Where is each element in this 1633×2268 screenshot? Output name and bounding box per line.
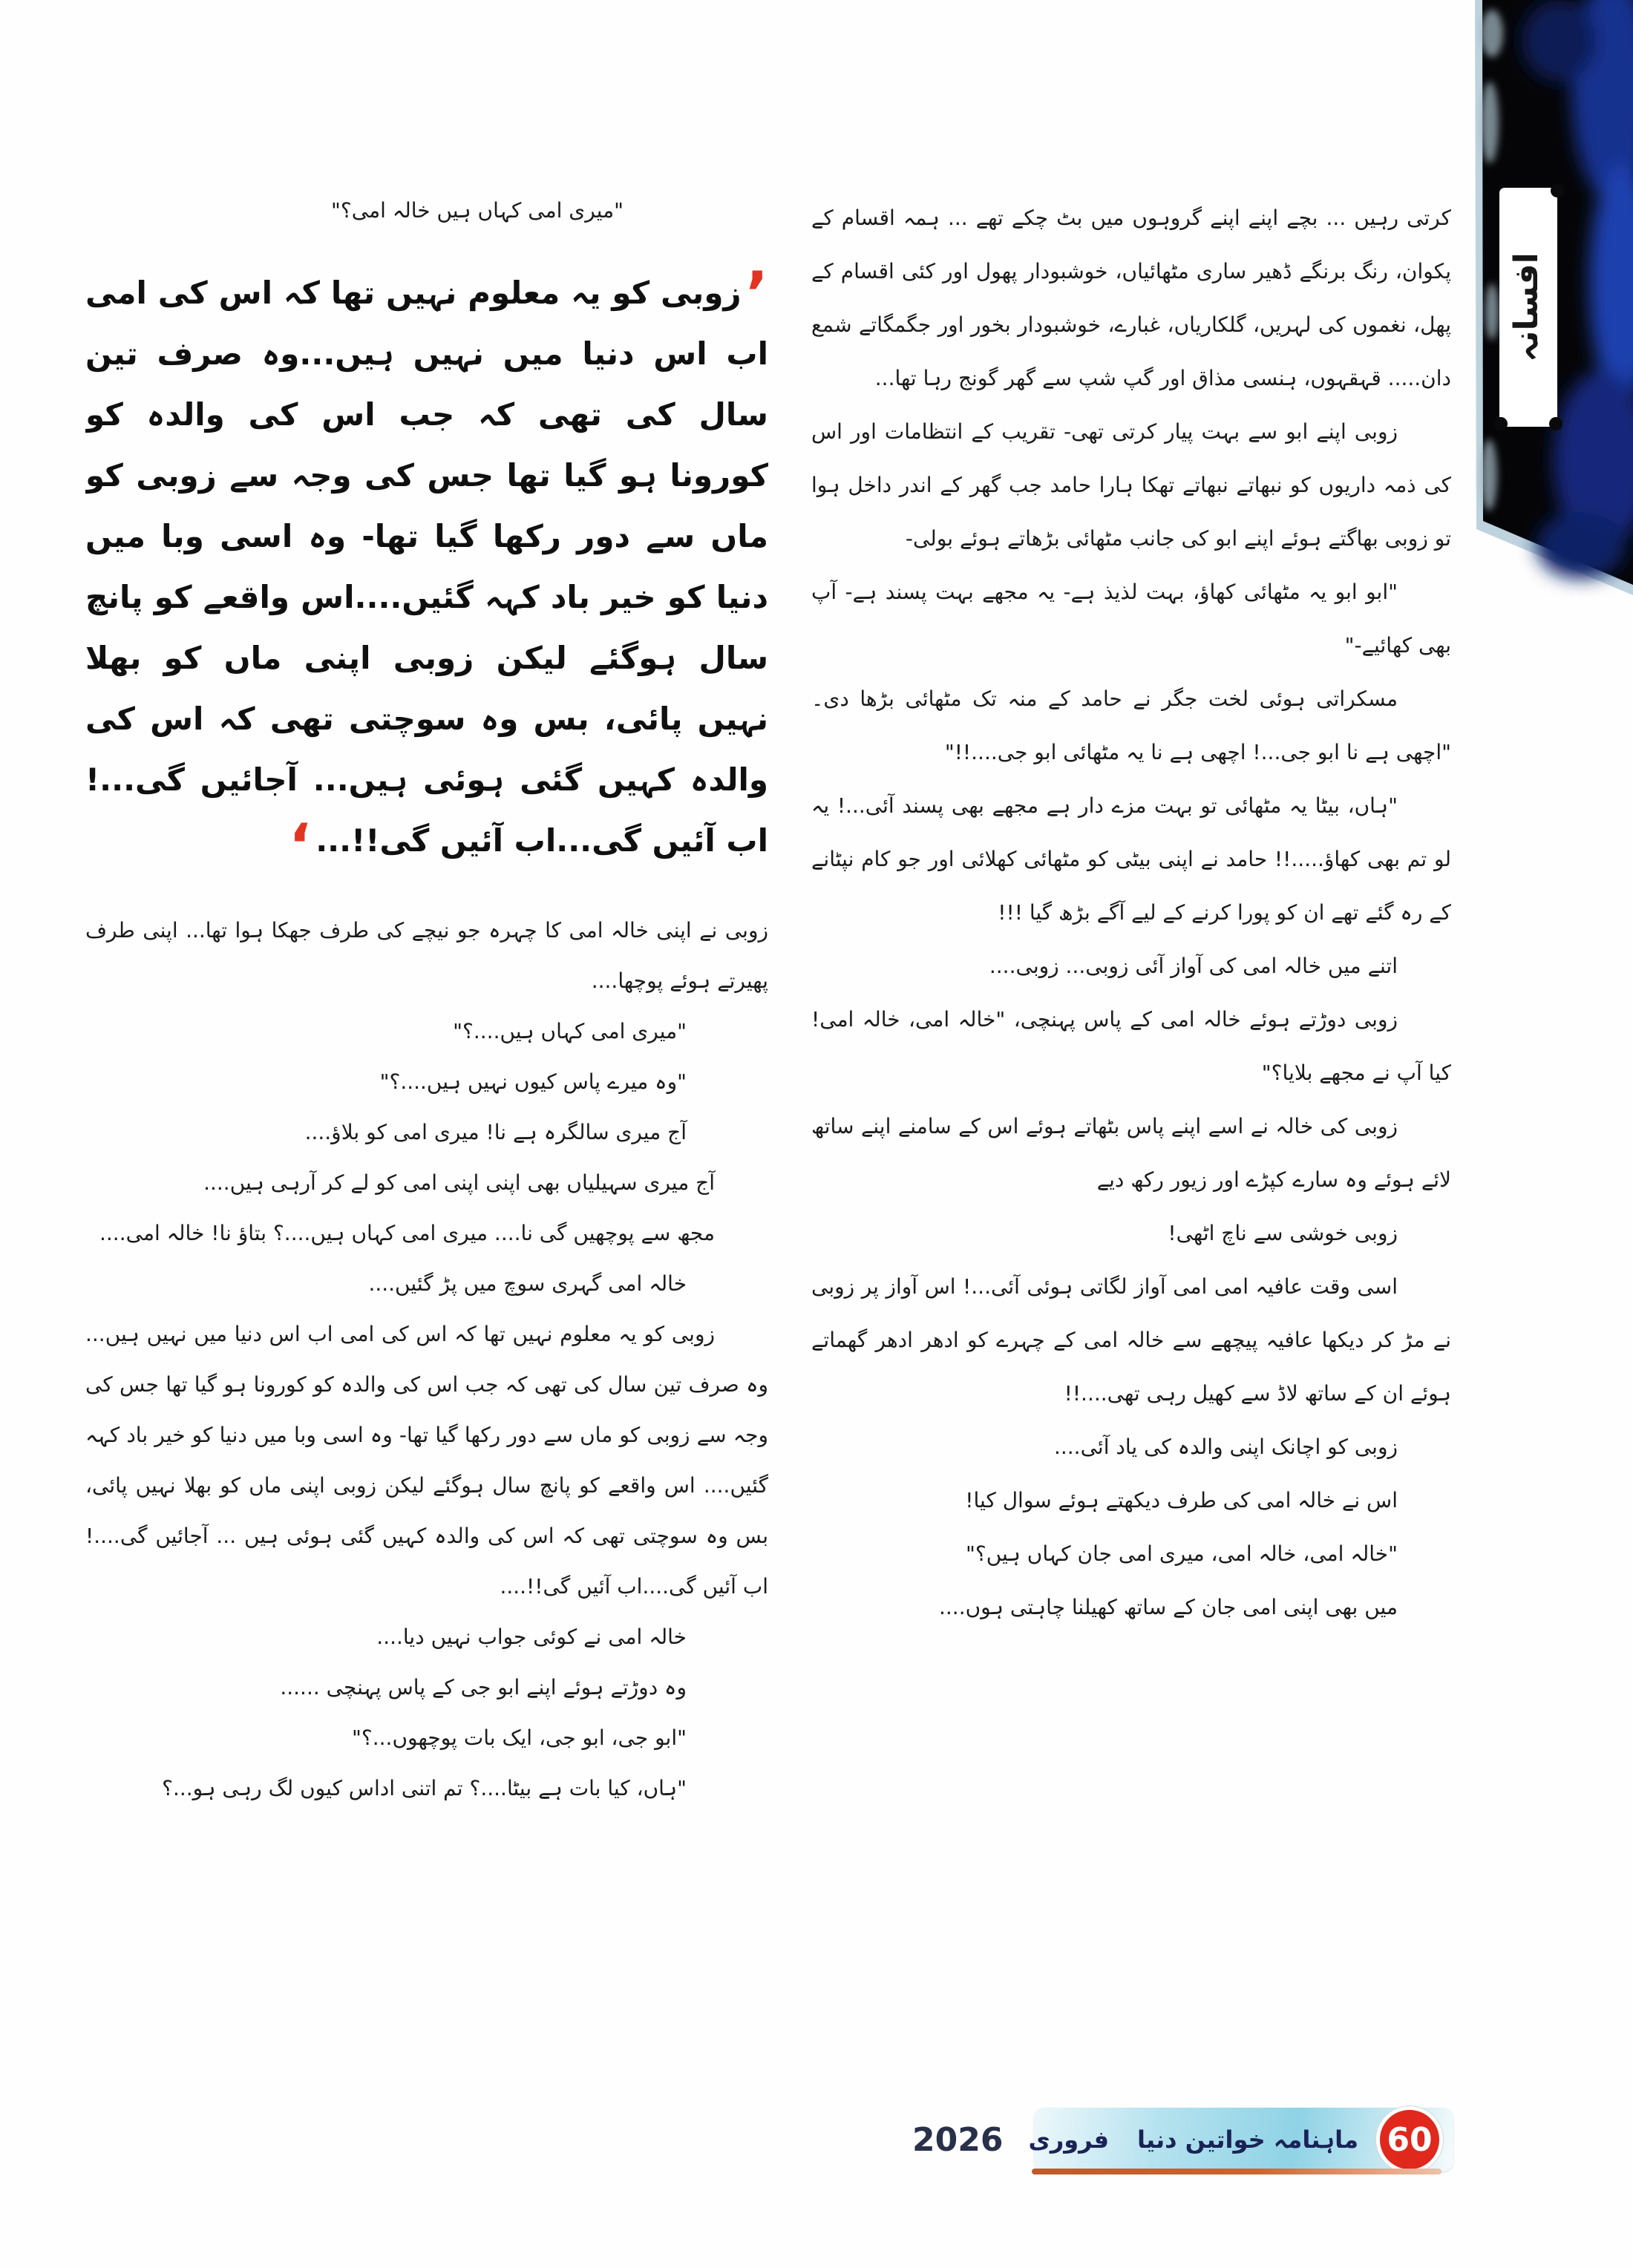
page-number-badge: [1376, 2106, 1443, 2173]
close-quote-mark: ‘: [288, 811, 312, 880]
section-tab-label: افسانہ: [1508, 252, 1545, 362]
story-paragraph: آج میری سہیلیاں بھی اپنی اپنی امی کو لے کر آرہی ہیں....: [203, 1170, 715, 1195]
section-tab: [1494, 184, 1564, 430]
story-paragraph: زوبی اپنے ابو سے بہت پیار کرتی تھی- تقریب کے انتظامات اور اس کی ذمہ داریوں کو نبھاتے نبھاتے تھکا ہارا حامد جب گھر کے اندر داخل ہوا تو زوبی بھاگتے ہوئے اپنے ابو کی جانب مٹھائی بڑھاتے ہوئے بولی-: [811, 419, 1451, 551]
story-paragraph: اسی وقت عافیہ امی امی آواز لگاتی ہوئی آئی...! اس آواز پر زوبی نے مڑ کر دیکھا عافیہ پیچھے سے خالہ امی کے چہرے کو ادھر ادھر گھماتے ہوئے ان کے ساتھ لاڈ سے کھیل رہی تھی....!!: [811, 1274, 1451, 1406]
story-paragraph: زوبی کو یہ معلوم نہیں تھا کہ اس کی امی اب اس دنیا میں نہیں ہیں... وہ صرف تین سال کی تھی کہ جب اس کی والدہ کو کورونا ہو گیا تھا جس کی وجہ سے زوبی کو ماں سے دور رکھا گیا تھا- وہ اسی وبا میں دنیا کو خیر باد کہہ گئیں.... اس واقعے کو پانچ سال ہوگئے لیکن زوبی اپنی ماں کو بھلا نہیں پائی، بس وہ سوچتی تھی کہ اس کی والدہ کہیں گئی ہوئی ہیں ... آجائیں گی....! اب آئیں گی....اب آئیں گی!!....: [85, 1322, 768, 1599]
story-paragraph: زوبی دوڑتے ہوئے خالہ امی کے پاس پہنچی، "خالہ امی، خالہ امی! کیا آپ نے مجھے بلایا؟": [811, 1007, 1451, 1085]
magazine-title: ماہنامہ خواتین دنیا: [1137, 2126, 1358, 2154]
dialogue-line: "ابو ابو یہ مٹھائی کھاؤ، بہت لذیذ ہے- یہ مجھے بہت پسند ہے- آپ بھی کھائیے-": [811, 580, 1451, 658]
pull-quote: [85, 259, 768, 880]
footer-bar: [912, 2108, 1453, 2172]
footer-underline: [1032, 2169, 1441, 2174]
open-quote-mark: ’: [745, 259, 768, 328]
story-paragraph: میں بھی اپنی امی جان کے ساتھ کھیلنا چاہتی ہوں....: [939, 1595, 1398, 1619]
story-paragraph: زوبی خوشی سے ناچ اٹھی!: [1168, 1221, 1398, 1245]
dialogue-line: "خالہ امی، خالہ امی، میری امی جان کہاں ہیں؟": [965, 1541, 1398, 1566]
left-column: [85, 186, 768, 2085]
story-paragraph: خالہ امی نے کوئی جواب نہیں دیا....: [376, 1625, 687, 1649]
story-paragraph: زوبی نے اپنی خالہ امی کا چہرہ جو نیچے کی طرف جھکا ہوا تھا... اپنی طرف پھیرتے ہوئے پوچھا....: [85, 918, 768, 993]
page-number: 60: [1387, 2120, 1433, 2159]
story-paragraph: اتنے میں خالہ امی کی آواز آئی زوبی... زوبی....: [989, 954, 1398, 978]
story-paragraph: زوبی کو اچانک اپنی والدہ کی یاد آئی....: [1053, 1435, 1398, 1459]
story-paragraph: مسکراتی ہوئی لخت جگر نے حامد کے منہ تک مٹھائی بڑھا دی۔ "اچھی ہے نا ابو جی...! اچھی ہے نا یہ مٹھائی ابو جی....!!": [811, 686, 1451, 764]
issue-month: فروری: [1028, 2126, 1110, 2154]
story-paragraph: خالہ امی گہری سوچ میں پڑ گئیں....: [368, 1271, 687, 1296]
issue-year: 2026: [912, 2120, 1004, 2159]
right-column: [811, 191, 1451, 2091]
dialogue-line: "وہ میرے پاس کیوں نہیں ہیں....؟": [379, 1069, 687, 1094]
story-paragraph: "ہاں، بیٹا یہ مٹھائی تو بہت مزے دار ہے مجھے بھی پسند آئی...! یہ لو تم بھی کھاؤ.....!! حامد نے اپنی بیٹی کو مٹھائی کھلائی اور جو کام نپٹانے کے رہ گئے تھے ان کو پورا کرنے کے لیے آگے بڑھ گیا !!!: [811, 793, 1451, 925]
dialogue-line: آج میری سالگرہ ہے نا! میری امی کو بلاؤ....: [304, 1120, 687, 1144]
section-side-strip: [1470, 0, 1633, 597]
story-paragraph: زوبی کی خالہ نے اسے اپنے پاس بٹھاتے ہوئے اس کے سامنے اپنے ساتھ لائے ہوئے وہ سارے کپڑے اور زیور رکھ دیے: [811, 1114, 1451, 1192]
dialogue-line: "میری امی کہاں ہیں....؟": [453, 1019, 687, 1043]
story-paragraph: مجھ سے پوچھیں گی نا.... میری امی کہاں ہیں....؟ بتاؤ نا! خالہ امی....: [99, 1221, 715, 1245]
dialogue-line: "ابو جی، ابو جی، ایک بات پوچھوں...؟": [352, 1725, 687, 1750]
story-paragraph: وہ دوڑتے ہوئے اپنے ابو جی کے پاس پہنچی ......: [280, 1675, 687, 1700]
pull-quote-text: زوبی کو یہ معلوم نہیں تھا کہ اس کی امی اب اس دنیا میں نہیں ہیں...وہ صرف تین سال کی تھی کہ جب اس کی والدہ کو کورونا ہو گیا تھا جس کی وجہ سے زوبی کو ماں سے دور رکھا گیا تھا- وہ اسی وبا میں دنیا کو خیر باد کہہ گئیں....اس واقعے کو پانچ سال ہوگئے لیکن زوبی اپنی ماں کو بھلا نہیں پائی، بس وہ سوچتی تھی کہ اس کی والدہ کہیں گئی ہوئی ہیں... آجائیں گی...! اب آئیں گی...اب آئیں گی!!...: [85, 275, 768, 859]
opening-dialogue-line: "میری امی کہاں ہیں خالہ امی؟": [331, 198, 624, 223]
story-paragraph: اس نے خالہ امی کی طرف دیکھتے ہوئے سوال کیا!: [965, 1488, 1398, 1512]
story-paragraph: کرتی رہیں ... بچے اپنے اپنے گروہوں میں بٹ چکے تھے ... ہمہ اقسام کے پکوان، رنگ برنگے ڈھیر ساری مٹھائیاں، خوشبودار پھول اور کئی اقسام کے پھل، نغموں کی لہریں، گلکاریاں، غبارے، خوشبودار بخور اور جگمگاتے شمع دان..... قہقہوں، ہنسی مذاق اور گپ شپ سے گھر گونج رہا تھا...: [811, 206, 1451, 390]
dialogue-line: "ہاں، کیا بات ہے بیٹا....؟ تم اتنی اداس کیوں لگ رہی ہو...؟: [162, 1776, 687, 1800]
